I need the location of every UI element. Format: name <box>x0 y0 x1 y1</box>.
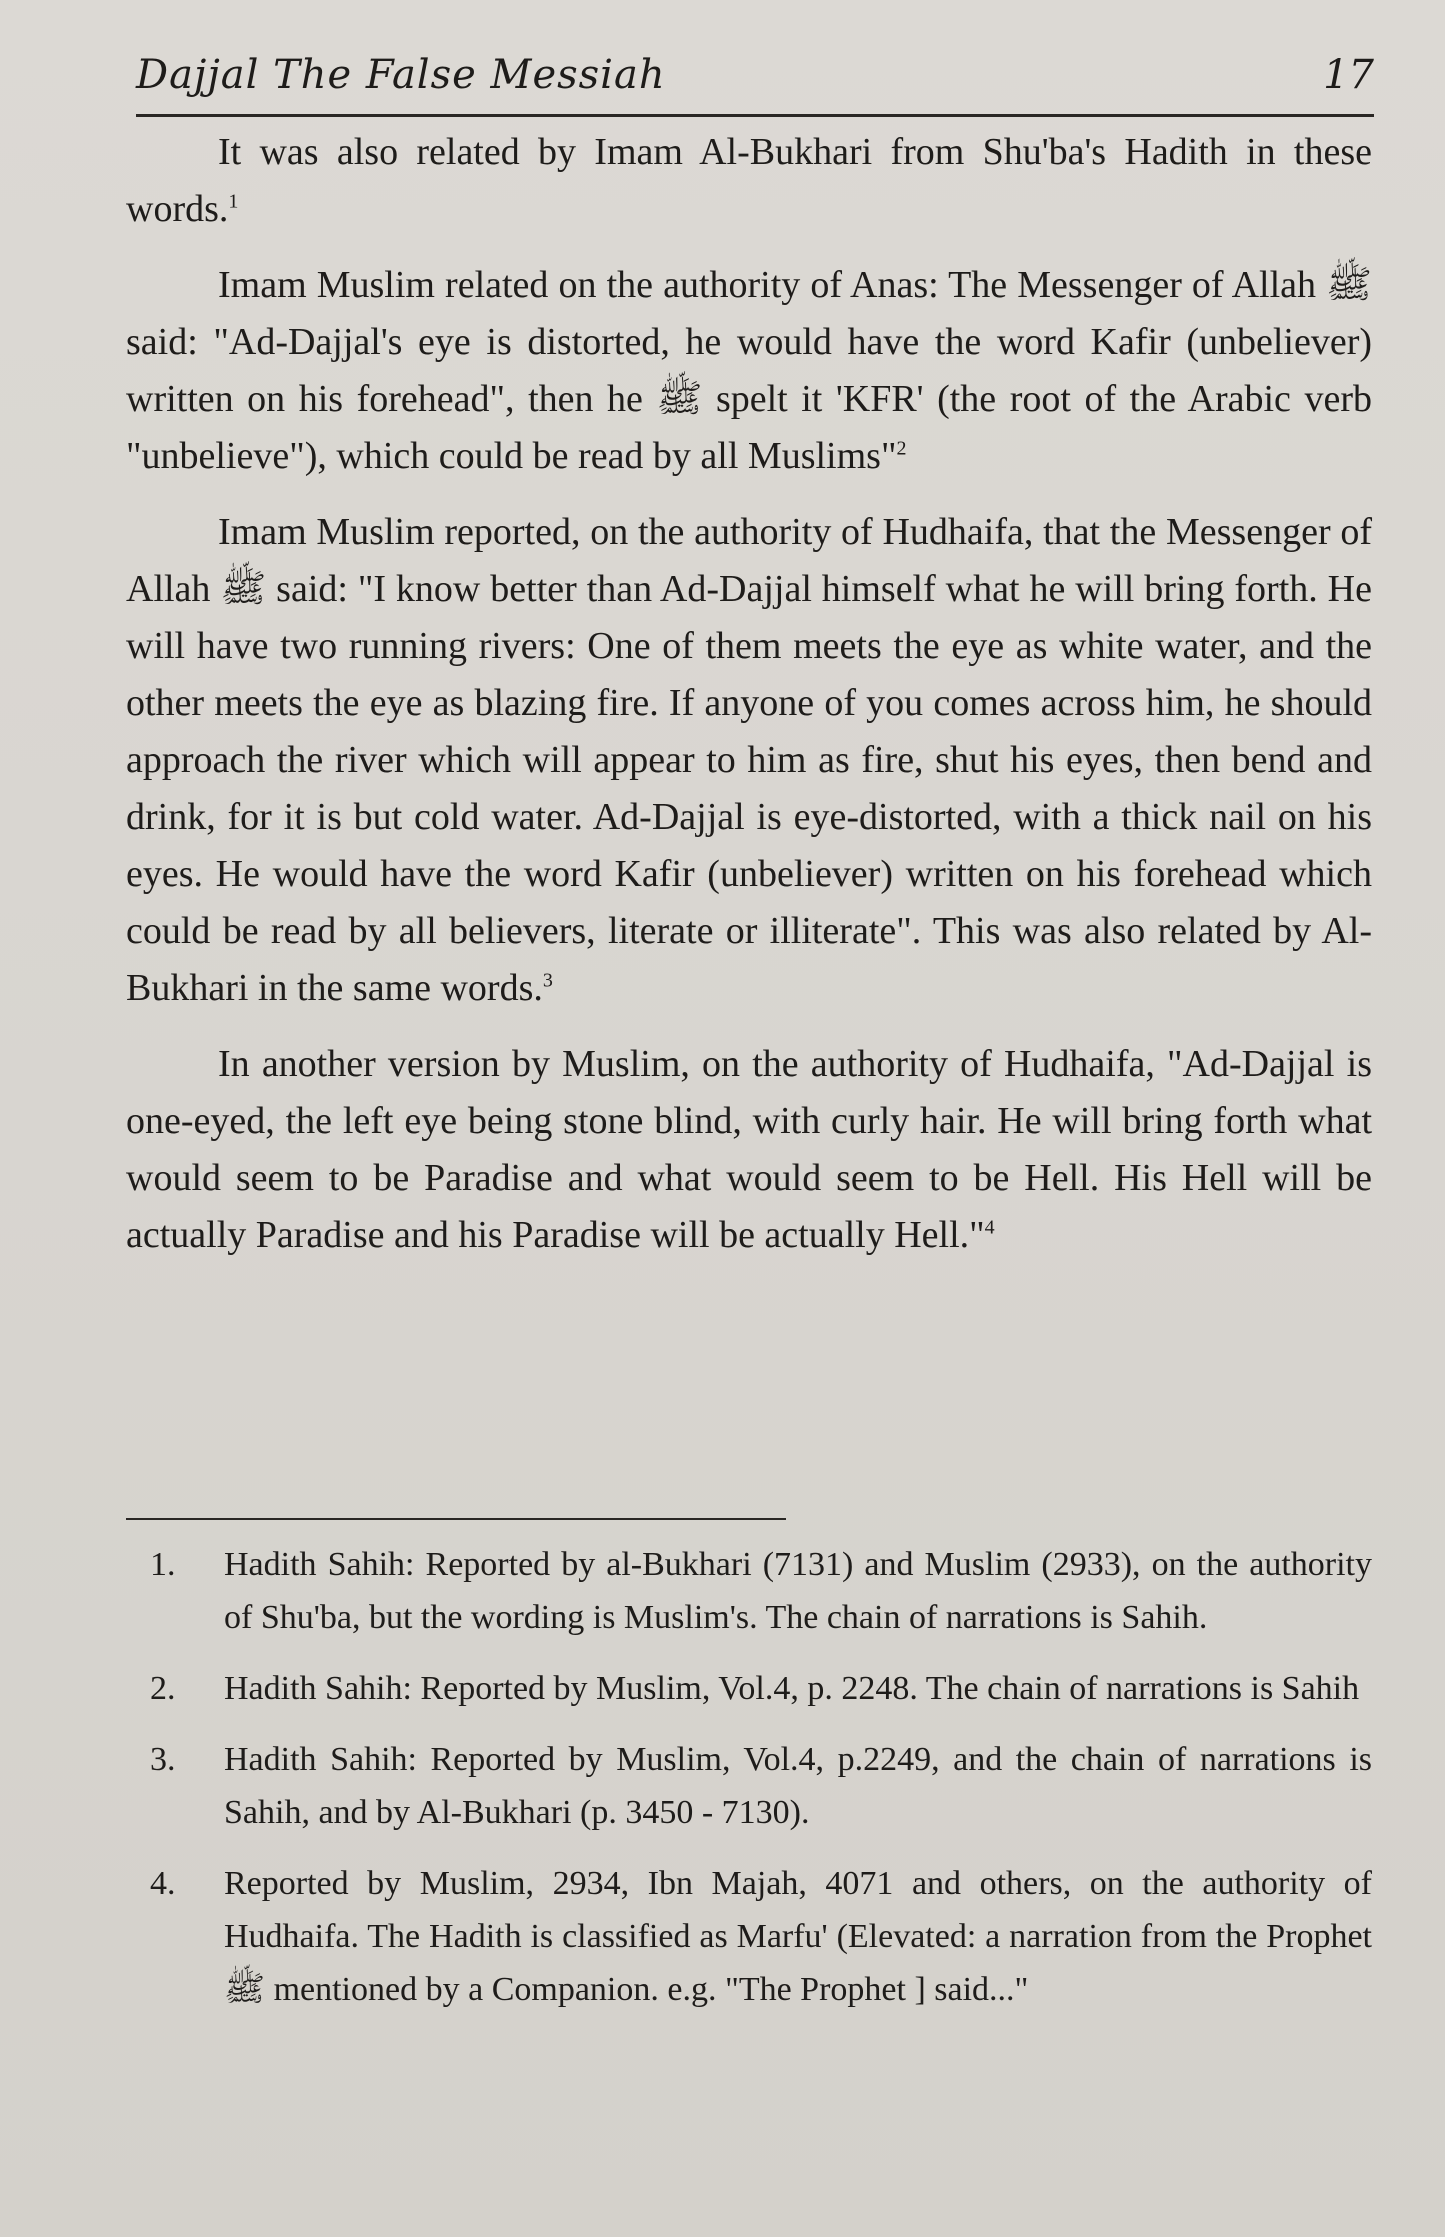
footnote <box>150 1538 1372 1644</box>
footnote <box>150 1857 1372 2016</box>
paragraph-text: It was also related by Imam Al-Bukhari from Shu'ba's Hadith in these words. <box>126 131 1372 230</box>
footnotes <box>150 1538 1372 2034</box>
page-number: 17 <box>1323 52 1374 98</box>
footnote-marker: 3 <box>542 969 553 992</box>
footnote-text: Hadith Sahih: Reported by Muslim, Vol.4, p. 2248. The chain of narrations is Sahih <box>224 1670 1360 1707</box>
footnote-marker: 1 <box>228 190 239 213</box>
footnote-separator <box>126 1518 786 1520</box>
paragraph <box>126 504 1372 1017</box>
footnote-text: Hadith Sahih: Reported by Muslim, Vol.4, p.2249, and the chain of narrations is Sahih, and by Al-Bukhari (p. 3450 - 7130). <box>224 1741 1372 1831</box>
paragraph-text: Imam Muslim related on the authority of Anas: The Messenger of Allah ﷺ said: "Ad-Dajjal's eye is distorted, he would have the word Kafir (unbeliever) written on his forehead", then he ﷺ spelt it 'KFR' (the root of the Arabic verb "unbelieve"), which could be read by all Muslims" <box>126 264 1372 477</box>
page-header <box>136 46 1374 116</box>
running-title: Dajjal The False Messiah <box>136 52 666 98</box>
footnote <box>150 1662 1372 1715</box>
footnote-text: Reported by Muslim, 2934, Ibn Majah, 4071 and others, on the authority of Hudhaifa. The Hadith is classified as Marfu' (Elevated: a narration from the Prophet ﷺ mentioned by a Companion. e.g. "The Prophet ] said..." <box>224 1865 1372 2008</box>
footnote-number: 3. <box>150 1741 176 1778</box>
footnote-number: 1. <box>150 1546 176 1583</box>
footnote-text: Hadith Sahih: Reported by al-Bukhari (7131) and Muslim (2933), on the authority of Shu'ba, but the wording is Muslim's. The chain of narrations is Sahih. <box>224 1546 1372 1636</box>
footnote <box>150 1733 1372 1839</box>
footnote-number: 4. <box>150 1865 176 1902</box>
paragraph <box>126 124 1372 238</box>
paragraph-text: Imam Muslim reported, on the authority of Hudhaifa, that the Messenger of Allah ﷺ said: "I know better than Ad-Dajjal himself what he will bring forth. He will have two running rivers: One of them meets the eye as white water, and the other meets the eye as blazing fire. If anyone of you comes across him, he should approach the river which will appear to him as fire, shut his eyes, then bend and drink, for it is but cold water. Ad-Dajjal is eye-distorted, with a thick nail on his eyes. He would have the word Kafir (unbeliever) written on his forehead which could be read by all believers, literate or illiterate". This was also related by Al-Bukhari in the same words. <box>126 511 1372 1009</box>
body-text <box>126 124 1372 1283</box>
paragraph-text: In another version by Muslim, on the authority of Hudhaifa, "Ad-Dajjal is one-eyed, the left eye being stone blind, with curly hair. He will bring forth what would seem to be Paradise and what would seem to be Hell. His Hell will be actually Paradise and his Paradise will be actually Hell." <box>126 1043 1372 1256</box>
paragraph <box>126 257 1372 485</box>
footnote-marker: 2 <box>896 437 907 460</box>
footnote-number: 2. <box>150 1670 176 1707</box>
paragraph <box>126 1036 1372 1264</box>
footnote-marker: 4 <box>984 1216 995 1239</box>
header-rule <box>136 114 1374 117</box>
